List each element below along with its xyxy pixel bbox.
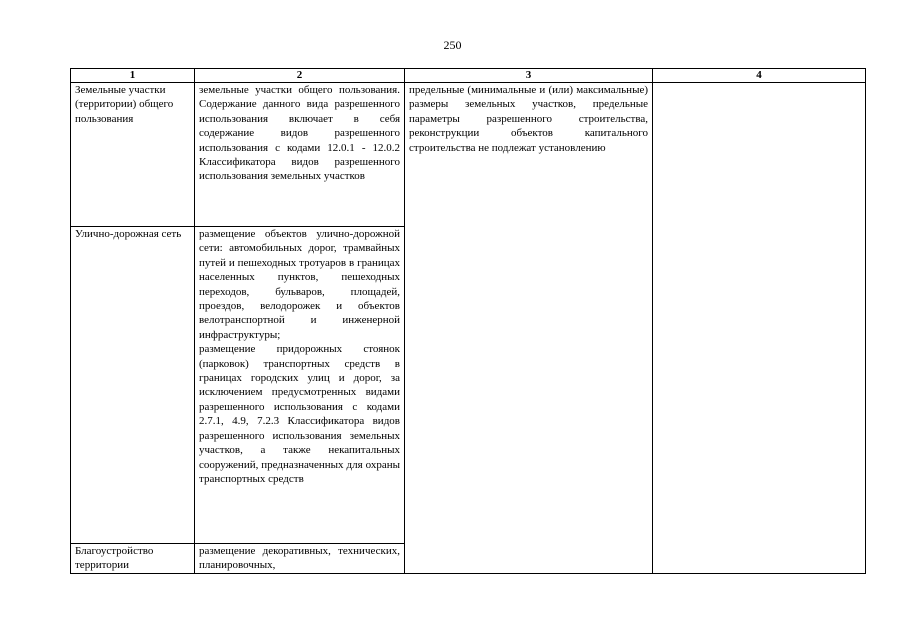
land-use-name: Улично-дорожная сеть (71, 227, 195, 544)
table-header-row (71, 69, 866, 83)
land-use-name: Земельные участки (территории) общего пользования (71, 83, 195, 227)
land-use-table (70, 68, 866, 574)
column-header-3: 3 (405, 69, 653, 83)
description-paragraph: размещение объектов улично-дорожной сети: автомобильных дорог, трамвайных путей и пешеходных тротуаров в границах населенных пунктов, пешеходных переходов, бульваров, площадей, проездов, велодорожек и объектов велотранспортной и инженерной инфраструктуры; (199, 228, 400, 341)
column-header-1: 1 (71, 69, 195, 83)
land-use-description: земельные участки общего пользования. Содержание данного вида разрешенного использования включает в себя содержание видов разрешенного использования с кодами 12.0.1 - 12.0.2 Классификатора видов разрешенного использования земельных участков (195, 83, 405, 227)
column-header-2: 2 (195, 69, 405, 83)
column-4-cell (653, 83, 866, 574)
description-paragraph: размещение декоративных, технических, планировочных, (199, 545, 400, 572)
description-paragraph: размещение придорожных стоянок (парковок) транспортных средств в границах городских улиц и дорог, за исключением предусмотренных видами разрешенного использования с кодами 2.7.1, 4.9, 7.2.3 Классификатора видов разрешенного использования земельных участков, а также некапитальных сооружений, предназначенных для охраны транспортных средств (199, 343, 400, 485)
column-header-4: 4 (653, 69, 866, 83)
land-use-description (195, 544, 405, 574)
page-number: 250 (443, 38, 462, 52)
table-row (71, 83, 866, 227)
land-use-description (195, 227, 405, 544)
parameters-cell: предельные (минимальные и (или) максимальные) размеры земельных участков, предельные параметры разрешенного строительства, реконструкции объектов капитального строительства не подлежат установлению (405, 83, 653, 574)
land-use-name: Благоустройство территории (71, 544, 195, 574)
